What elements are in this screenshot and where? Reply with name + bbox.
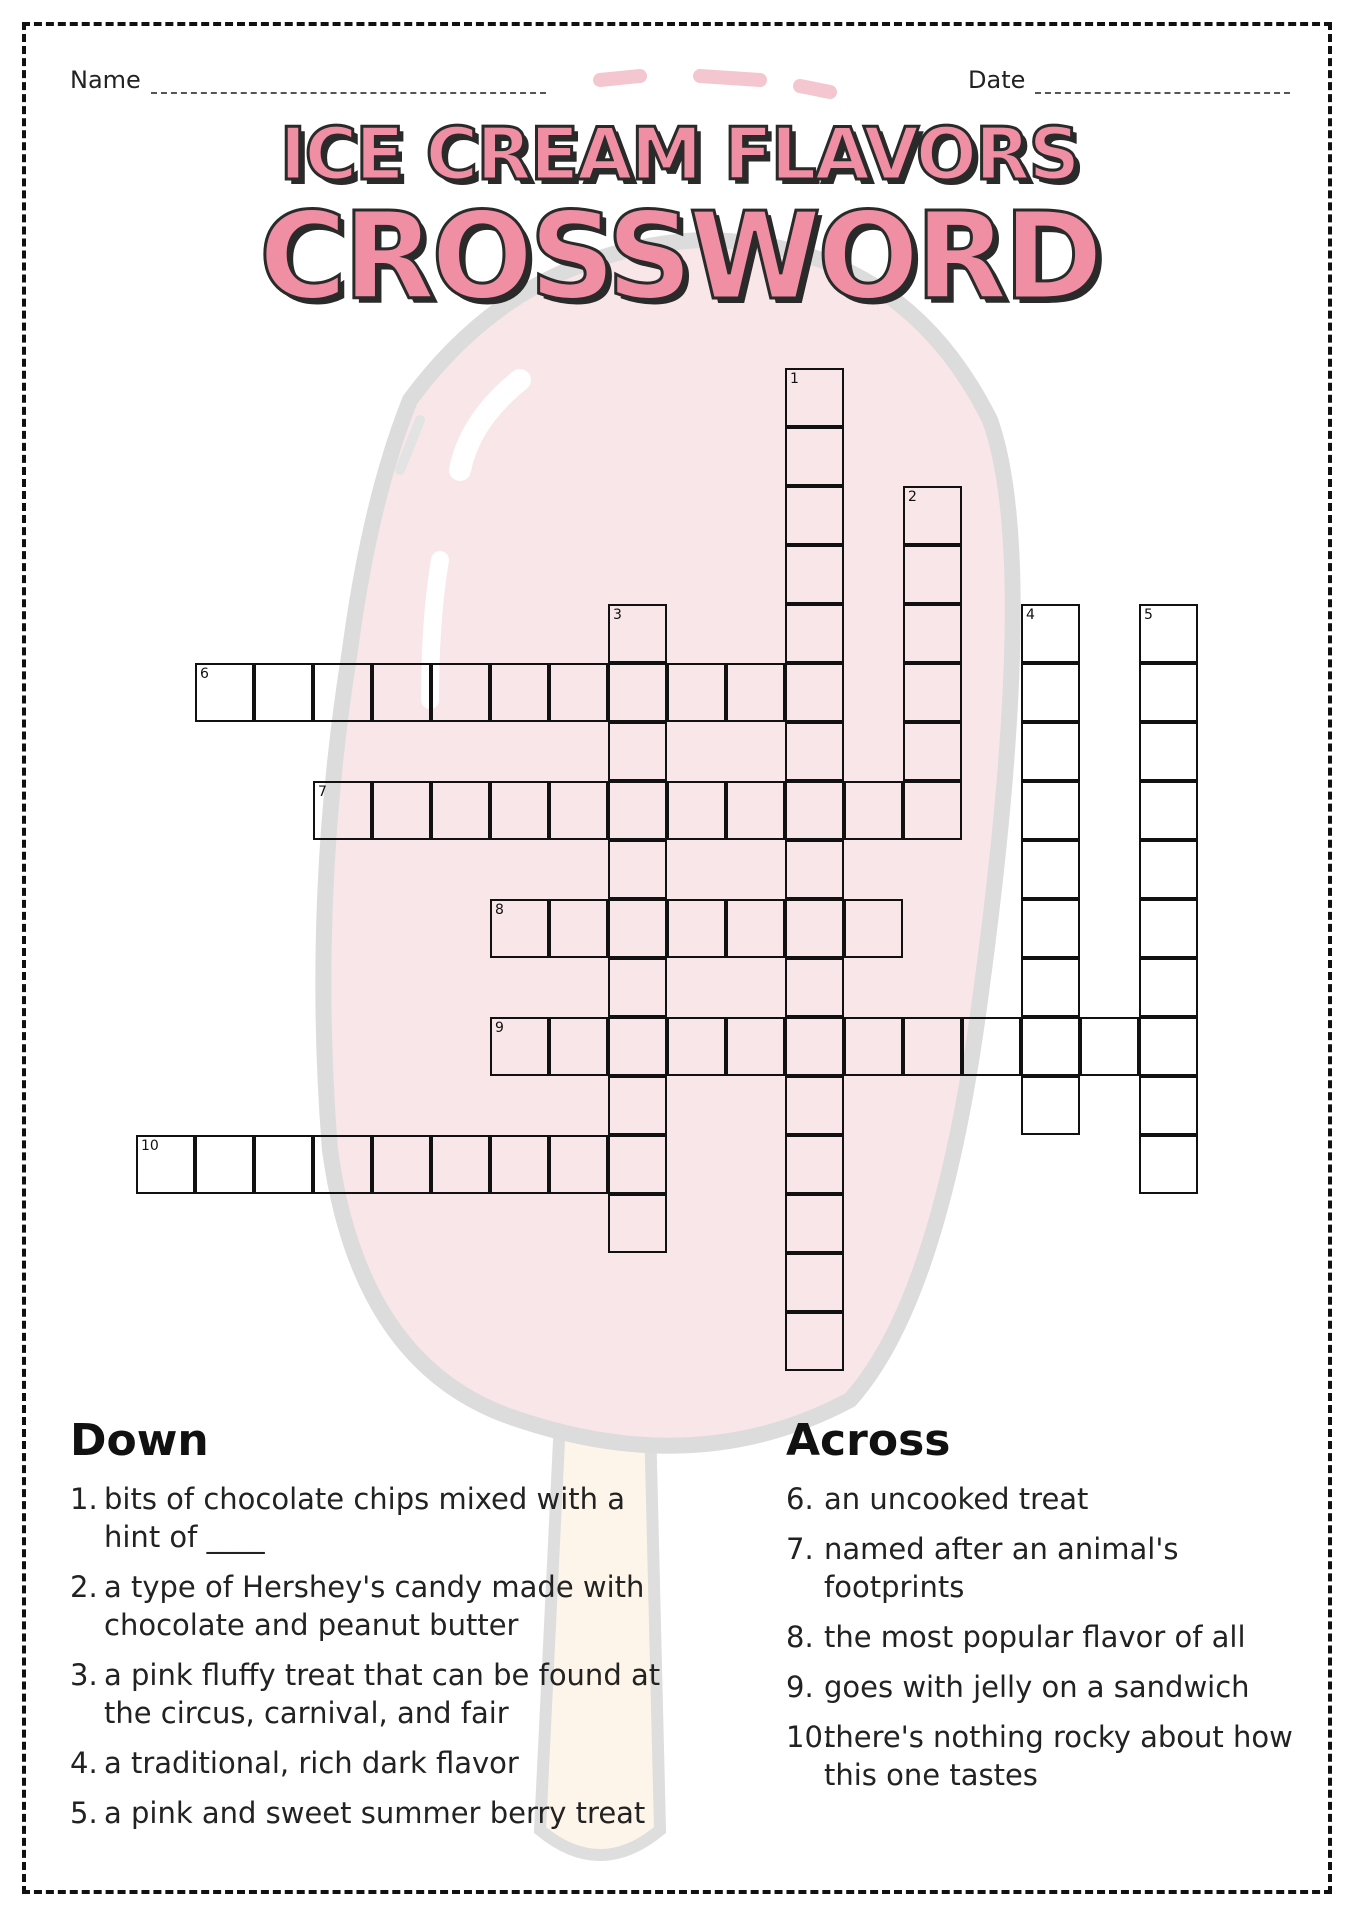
crossword-cell[interactable] bbox=[1139, 899, 1198, 958]
down-clue-4 bbox=[70, 1744, 670, 1782]
crossword-cell[interactable] bbox=[608, 1194, 667, 1253]
clue-number: 5. bbox=[70, 1796, 98, 1830]
crossword-cell[interactable] bbox=[313, 1135, 372, 1194]
crossword-cell[interactable] bbox=[844, 899, 903, 958]
title-line-1: ICE CREAM FLAVORS bbox=[279, 112, 1079, 196]
crossword-cell[interactable] bbox=[1080, 1017, 1139, 1076]
crossword-cell[interactable] bbox=[254, 663, 313, 722]
clue-number: 10. bbox=[786, 1720, 833, 1754]
name-line bbox=[70, 66, 546, 94]
cell-number: 1 bbox=[790, 371, 799, 387]
clue-number: 9. bbox=[786, 1670, 814, 1704]
clue-text: a pink fluffy treat that can be found at the circus, carnival, and fair bbox=[104, 1658, 661, 1730]
crossword-cell[interactable] bbox=[608, 1017, 667, 1076]
crossword-cell[interactable] bbox=[490, 899, 549, 958]
clue-text: bits of chocolate chips mixed with a hint of ____ bbox=[104, 1482, 626, 1554]
clue-text: an uncooked treat bbox=[824, 1482, 1089, 1516]
crossword-cell[interactable] bbox=[785, 545, 844, 604]
crossword-cell[interactable] bbox=[785, 958, 844, 1017]
crossword-cell[interactable] bbox=[1021, 899, 1080, 958]
crossword-cell[interactable] bbox=[785, 1253, 844, 1312]
clue-number: 8. bbox=[786, 1620, 814, 1654]
crossword-cell[interactable] bbox=[903, 722, 962, 781]
across-clue-9 bbox=[786, 1668, 1306, 1706]
crossword-cell[interactable] bbox=[608, 781, 667, 840]
crossword-cell[interactable] bbox=[844, 1017, 903, 1076]
crossword-cell[interactable] bbox=[195, 1135, 254, 1194]
crossword-cell[interactable] bbox=[903, 1017, 962, 1076]
across-heading: Across bbox=[786, 1415, 951, 1466]
crossword-cell[interactable] bbox=[785, 722, 844, 781]
cell-number: 2 bbox=[908, 489, 917, 505]
crossword-cell[interactable] bbox=[549, 1017, 608, 1076]
crossword-cell[interactable] bbox=[1139, 781, 1198, 840]
crossword-cell[interactable] bbox=[1021, 1017, 1080, 1076]
crossword-cell[interactable] bbox=[726, 1017, 785, 1076]
crossword-cell[interactable] bbox=[372, 1135, 431, 1194]
crossword-cell[interactable] bbox=[490, 781, 549, 840]
crossword-cell[interactable] bbox=[726, 781, 785, 840]
crossword-cell[interactable] bbox=[608, 899, 667, 958]
crossword-cell[interactable] bbox=[1139, 1135, 1198, 1194]
crossword-cell[interactable] bbox=[372, 781, 431, 840]
cell-number: 7 bbox=[318, 784, 327, 800]
crossword-cell[interactable] bbox=[195, 663, 254, 722]
crossword-cell[interactable] bbox=[785, 781, 844, 840]
crossword-cell[interactable] bbox=[1139, 958, 1198, 1017]
crossword-cell[interactable] bbox=[726, 663, 785, 722]
crossword-cell[interactable] bbox=[490, 663, 549, 722]
clue-text: a traditional, rich dark flavor bbox=[104, 1746, 519, 1780]
clue-text: goes with jelly on a sandwich bbox=[824, 1670, 1250, 1704]
crossword-cell[interactable] bbox=[785, 1194, 844, 1253]
crossword-cell[interactable] bbox=[549, 899, 608, 958]
crossword-cell[interactable] bbox=[785, 368, 844, 427]
crossword-cell[interactable] bbox=[1139, 1017, 1198, 1076]
crossword-cell[interactable] bbox=[785, 604, 844, 663]
crossword-cell[interactable] bbox=[431, 663, 490, 722]
clue-number: 3. bbox=[70, 1658, 98, 1692]
crossword-cell[interactable] bbox=[431, 1135, 490, 1194]
crossword-cell[interactable] bbox=[667, 781, 726, 840]
crossword-cell[interactable] bbox=[608, 1076, 667, 1135]
clue-text: there's nothing rocky about how this one tastes bbox=[824, 1720, 1293, 1792]
crossword-cell[interactable] bbox=[903, 486, 962, 545]
down-clues bbox=[70, 1415, 670, 1844]
date-line bbox=[968, 66, 1290, 94]
name-blank[interactable] bbox=[151, 72, 546, 94]
clue-number: 6. bbox=[786, 1482, 814, 1516]
clue-number: 1. bbox=[70, 1482, 98, 1516]
cell-number: 8 bbox=[495, 902, 504, 918]
crossword-cell[interactable] bbox=[667, 899, 726, 958]
crossword-cell[interactable] bbox=[608, 840, 667, 899]
crossword-cell[interactable] bbox=[608, 1135, 667, 1194]
crossword-cell[interactable] bbox=[1139, 604, 1198, 663]
across-clue-6 bbox=[786, 1480, 1306, 1518]
crossword-cell[interactable] bbox=[136, 1135, 195, 1194]
crossword-cell[interactable] bbox=[372, 663, 431, 722]
crossword-cell[interactable] bbox=[549, 781, 608, 840]
clue-text: named after an animal's footprints bbox=[824, 1532, 1179, 1604]
down-clue-1 bbox=[70, 1480, 670, 1556]
crossword-cell[interactable] bbox=[726, 899, 785, 958]
clue-number: 7. bbox=[786, 1532, 814, 1566]
across-clue-10 bbox=[786, 1718, 1306, 1794]
crossword-cell[interactable] bbox=[1021, 1076, 1080, 1135]
crossword-cell[interactable] bbox=[1021, 604, 1080, 663]
clue-text: the most popular flavor of all bbox=[824, 1620, 1246, 1654]
cell-number: 9 bbox=[495, 1020, 504, 1036]
cell-number: 5 bbox=[1144, 607, 1153, 623]
crossword-cell[interactable] bbox=[490, 1135, 549, 1194]
crossword-cell[interactable] bbox=[667, 1017, 726, 1076]
title-line-2: CROSSWORD bbox=[258, 188, 1100, 327]
clue-text: a pink and sweet summer berry treat bbox=[104, 1796, 646, 1830]
across-clue-7 bbox=[786, 1530, 1306, 1606]
crossword-cell[interactable] bbox=[1139, 840, 1198, 899]
clue-text: a type of Hershey's candy made with chocolate and peanut butter bbox=[104, 1570, 645, 1642]
crossword-cell[interactable] bbox=[608, 663, 667, 722]
down-heading: Down bbox=[70, 1415, 209, 1466]
cell-number: 3 bbox=[613, 607, 622, 623]
crossword-cell[interactable] bbox=[785, 840, 844, 899]
down-clue-2 bbox=[70, 1568, 670, 1644]
crossword-cell[interactable] bbox=[490, 1017, 549, 1076]
crossword-cell[interactable] bbox=[1139, 722, 1198, 781]
crossword-cell[interactable] bbox=[844, 781, 903, 840]
crossword-cell[interactable] bbox=[1021, 958, 1080, 1017]
down-clue-5 bbox=[70, 1794, 670, 1832]
date-blank[interactable] bbox=[1035, 72, 1290, 94]
crossword-cell[interactable] bbox=[431, 781, 490, 840]
crossword-cell[interactable] bbox=[785, 663, 844, 722]
crossword-cell[interactable] bbox=[785, 1076, 844, 1135]
clue-number: 2. bbox=[70, 1570, 98, 1604]
crossword-cell[interactable] bbox=[1021, 722, 1080, 781]
cell-number: 4 bbox=[1026, 607, 1035, 623]
crossword-cell[interactable] bbox=[785, 427, 844, 486]
crossword-cell[interactable] bbox=[549, 1135, 608, 1194]
crossword-cell[interactable] bbox=[254, 1135, 313, 1194]
crossword-cell[interactable] bbox=[667, 663, 726, 722]
crossword-cell[interactable] bbox=[903, 663, 962, 722]
crossword-cell[interactable] bbox=[608, 722, 667, 781]
crossword-cell[interactable] bbox=[1021, 663, 1080, 722]
crossword-cell[interactable] bbox=[608, 604, 667, 663]
crossword-cell[interactable] bbox=[1139, 663, 1198, 722]
crossword-cell[interactable] bbox=[785, 899, 844, 958]
crossword-cell[interactable] bbox=[903, 604, 962, 663]
crossword-cell[interactable] bbox=[313, 663, 372, 722]
crossword-cell[interactable] bbox=[549, 663, 608, 722]
cell-number: 6 bbox=[200, 666, 209, 682]
date-label: Date bbox=[968, 66, 1026, 94]
crossword-cell[interactable] bbox=[903, 545, 962, 604]
crossword-cell[interactable] bbox=[962, 1017, 1021, 1076]
crossword-cell[interactable] bbox=[903, 781, 962, 840]
across-clue-8 bbox=[786, 1618, 1306, 1656]
across-clues bbox=[786, 1415, 1306, 1806]
crossword-cell[interactable] bbox=[785, 1135, 844, 1194]
crossword-cell[interactable] bbox=[1139, 1076, 1198, 1135]
crossword-cell[interactable] bbox=[1021, 840, 1080, 899]
crossword-cell[interactable] bbox=[785, 1017, 844, 1076]
down-clue-3 bbox=[70, 1656, 670, 1732]
crossword-cell[interactable] bbox=[785, 486, 844, 545]
crossword-cell[interactable] bbox=[608, 958, 667, 1017]
crossword-cell[interactable] bbox=[1021, 781, 1080, 840]
clue-number: 4. bbox=[70, 1746, 98, 1780]
crossword-cell[interactable] bbox=[313, 781, 372, 840]
cell-number: 10 bbox=[141, 1138, 159, 1154]
name-label: Name bbox=[70, 66, 141, 94]
crossword-cell[interactable] bbox=[785, 1312, 844, 1371]
